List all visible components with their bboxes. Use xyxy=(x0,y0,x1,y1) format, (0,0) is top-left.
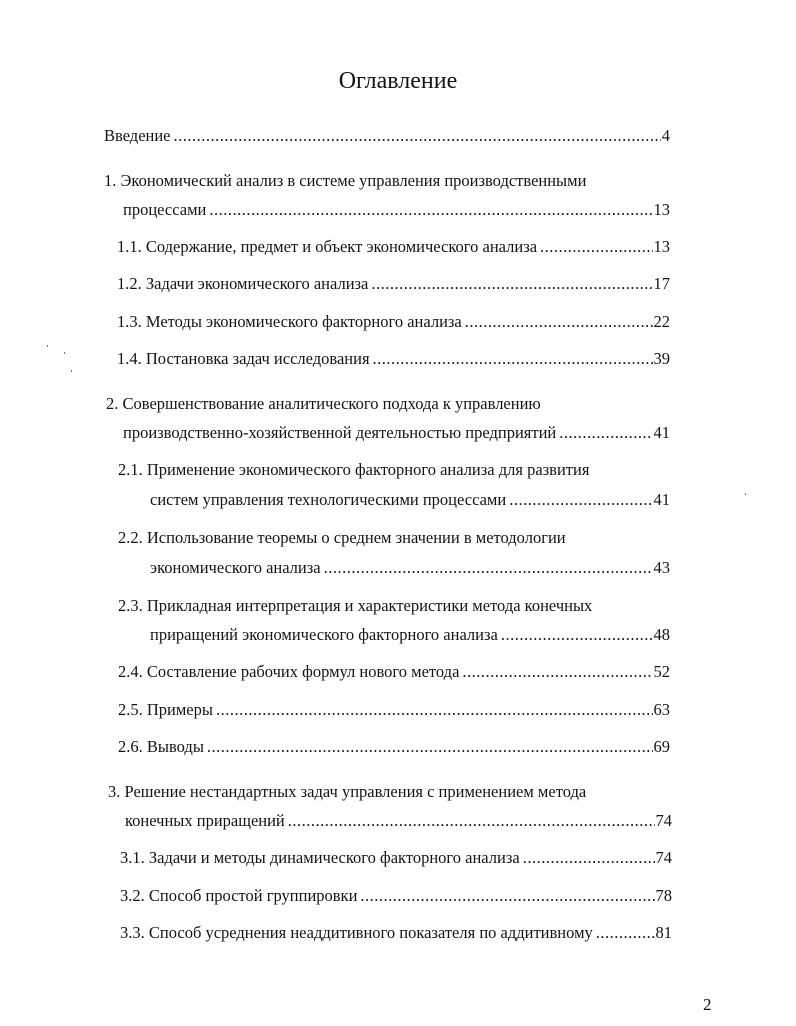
dot-leader xyxy=(360,885,654,907)
toc-entry-text: 1.4. Постановка задач исследования xyxy=(117,349,370,368)
toc-entry-page: 48 xyxy=(653,625,670,644)
toc-entry-page: 13 xyxy=(653,200,670,219)
scan-speck xyxy=(47,345,48,347)
toc-entry-page: 78 xyxy=(655,886,672,905)
toc-entry-text: Введение xyxy=(104,126,171,145)
toc-entry-3-1[interactable] xyxy=(120,847,672,869)
dot-leader xyxy=(540,236,652,258)
dot-leader xyxy=(371,273,652,295)
toc-entry-1-2[interactable] xyxy=(117,273,670,295)
dot-leader xyxy=(324,557,653,579)
toc-entry-page: 13 xyxy=(653,237,670,256)
dot-leader xyxy=(207,736,653,758)
toc-entry-introduction[interactable] xyxy=(104,125,670,147)
toc-entry-text: 1.2. Задачи экономического анализа xyxy=(117,274,369,293)
page-number: 2 xyxy=(703,995,712,1014)
dot-leader xyxy=(501,624,653,646)
toc-entry-page: 41 xyxy=(653,423,670,442)
toc-entry-3-3[interactable] xyxy=(120,922,672,944)
toc-entry-2-4[interactable] xyxy=(118,661,670,683)
dot-leader xyxy=(462,661,652,683)
toc-entry-text: экономического анализа xyxy=(150,558,321,577)
toc-chapter-1-continuation[interactable] xyxy=(123,199,670,221)
toc-entry-page: 4 xyxy=(661,126,670,145)
scan-speck xyxy=(64,352,65,354)
toc-entry-page: 39 xyxy=(653,349,670,368)
dot-leader xyxy=(509,489,652,511)
toc-chapter-3-heading[interactable]: 3. Решение нестандартных задач управления с применением метода xyxy=(108,782,587,801)
dot-leader xyxy=(559,422,652,444)
toc-entry-2-1-heading[interactable]: 2.1. Применение экономического факторного анализа для развития xyxy=(118,460,590,479)
toc-entry-text: процессами xyxy=(123,200,207,219)
toc-entry-1-3[interactable] xyxy=(117,311,670,333)
toc-entry-page: 81 xyxy=(655,923,672,942)
toc-entry-text: производственно-хозяйственной деятельностью предприятий xyxy=(123,423,557,442)
toc-chapter-2-heading[interactable]: 2. Совершенствование аналитического подхода к управлению xyxy=(106,394,541,413)
dot-leader xyxy=(373,348,653,370)
toc-entry-text: 2.5. Примеры xyxy=(118,700,213,719)
toc-entry-page: 41 xyxy=(653,490,670,509)
toc-entry-1-1[interactable] xyxy=(117,236,670,258)
toc-entry-page: 63 xyxy=(653,700,670,719)
page-title: Оглавление xyxy=(338,68,458,94)
toc-entry-text: систем управления технологическими процессами xyxy=(150,490,507,509)
toc-entry-text: 1.3. Методы экономического факторного анализа xyxy=(117,312,462,331)
toc-entry-text: 3.2. Способ простой группировки xyxy=(120,886,358,905)
toc-entry-3-2[interactable] xyxy=(120,885,672,907)
toc-entry-text: 1.1. Содержание, предмет и объект экономического анализа xyxy=(117,237,538,256)
toc-entry-2-3-continuation[interactable] xyxy=(150,624,670,646)
dot-leader xyxy=(596,922,655,944)
toc-entry-2-2-continuation[interactable] xyxy=(150,557,670,579)
toc-chapter-2-continuation[interactable] xyxy=(123,422,670,444)
toc-entry-page: 74 xyxy=(655,811,672,830)
toc-entry-2-5[interactable] xyxy=(118,699,670,721)
toc-entry-text: конечных приращений xyxy=(125,811,285,830)
dot-leader xyxy=(174,125,661,147)
toc-entry-text: 3.3. Способ усреднения неаддитивного показателя по аддитивному xyxy=(120,923,593,942)
toc-entry-text: 2.6. Выводы xyxy=(118,737,204,756)
toc-chapter-3-continuation[interactable] xyxy=(125,810,672,832)
toc-entry-page: 52 xyxy=(653,662,670,681)
toc-entry-text: 2.4. Составление рабочих формул нового метода xyxy=(118,662,460,681)
toc-entry-2-6[interactable] xyxy=(118,736,670,758)
toc-chapter-1-heading[interactable]: 1. Экономический анализ в системе управления производственными xyxy=(104,171,587,190)
scan-speck xyxy=(71,370,72,372)
toc-entry-2-1-continuation[interactable] xyxy=(150,489,670,511)
scan-speck xyxy=(745,493,746,495)
toc-entry-2-2-heading[interactable]: 2.2. Использование теоремы о среднем значении в методологии xyxy=(118,528,566,547)
toc-entry-1-4[interactable] xyxy=(117,348,670,370)
toc-entry-page: 69 xyxy=(653,737,670,756)
dot-leader xyxy=(288,810,655,832)
toc-entry-page: 17 xyxy=(653,274,670,293)
dot-leader xyxy=(465,311,653,333)
dot-leader xyxy=(523,847,655,869)
dot-leader xyxy=(209,199,652,221)
toc-entry-2-3-heading[interactable]: 2.3. Прикладная интерпретация и характеристики метода конечных xyxy=(118,596,593,615)
toc-entry-page: 43 xyxy=(653,558,670,577)
dot-leader xyxy=(216,699,653,721)
toc-entry-page: 22 xyxy=(653,312,670,331)
toc-entry-page: 74 xyxy=(655,848,672,867)
toc-entry-text: 3.1. Задачи и методы динамического факторного анализа xyxy=(120,848,520,867)
toc-entry-text: приращений экономического факторного анализа xyxy=(150,625,498,644)
